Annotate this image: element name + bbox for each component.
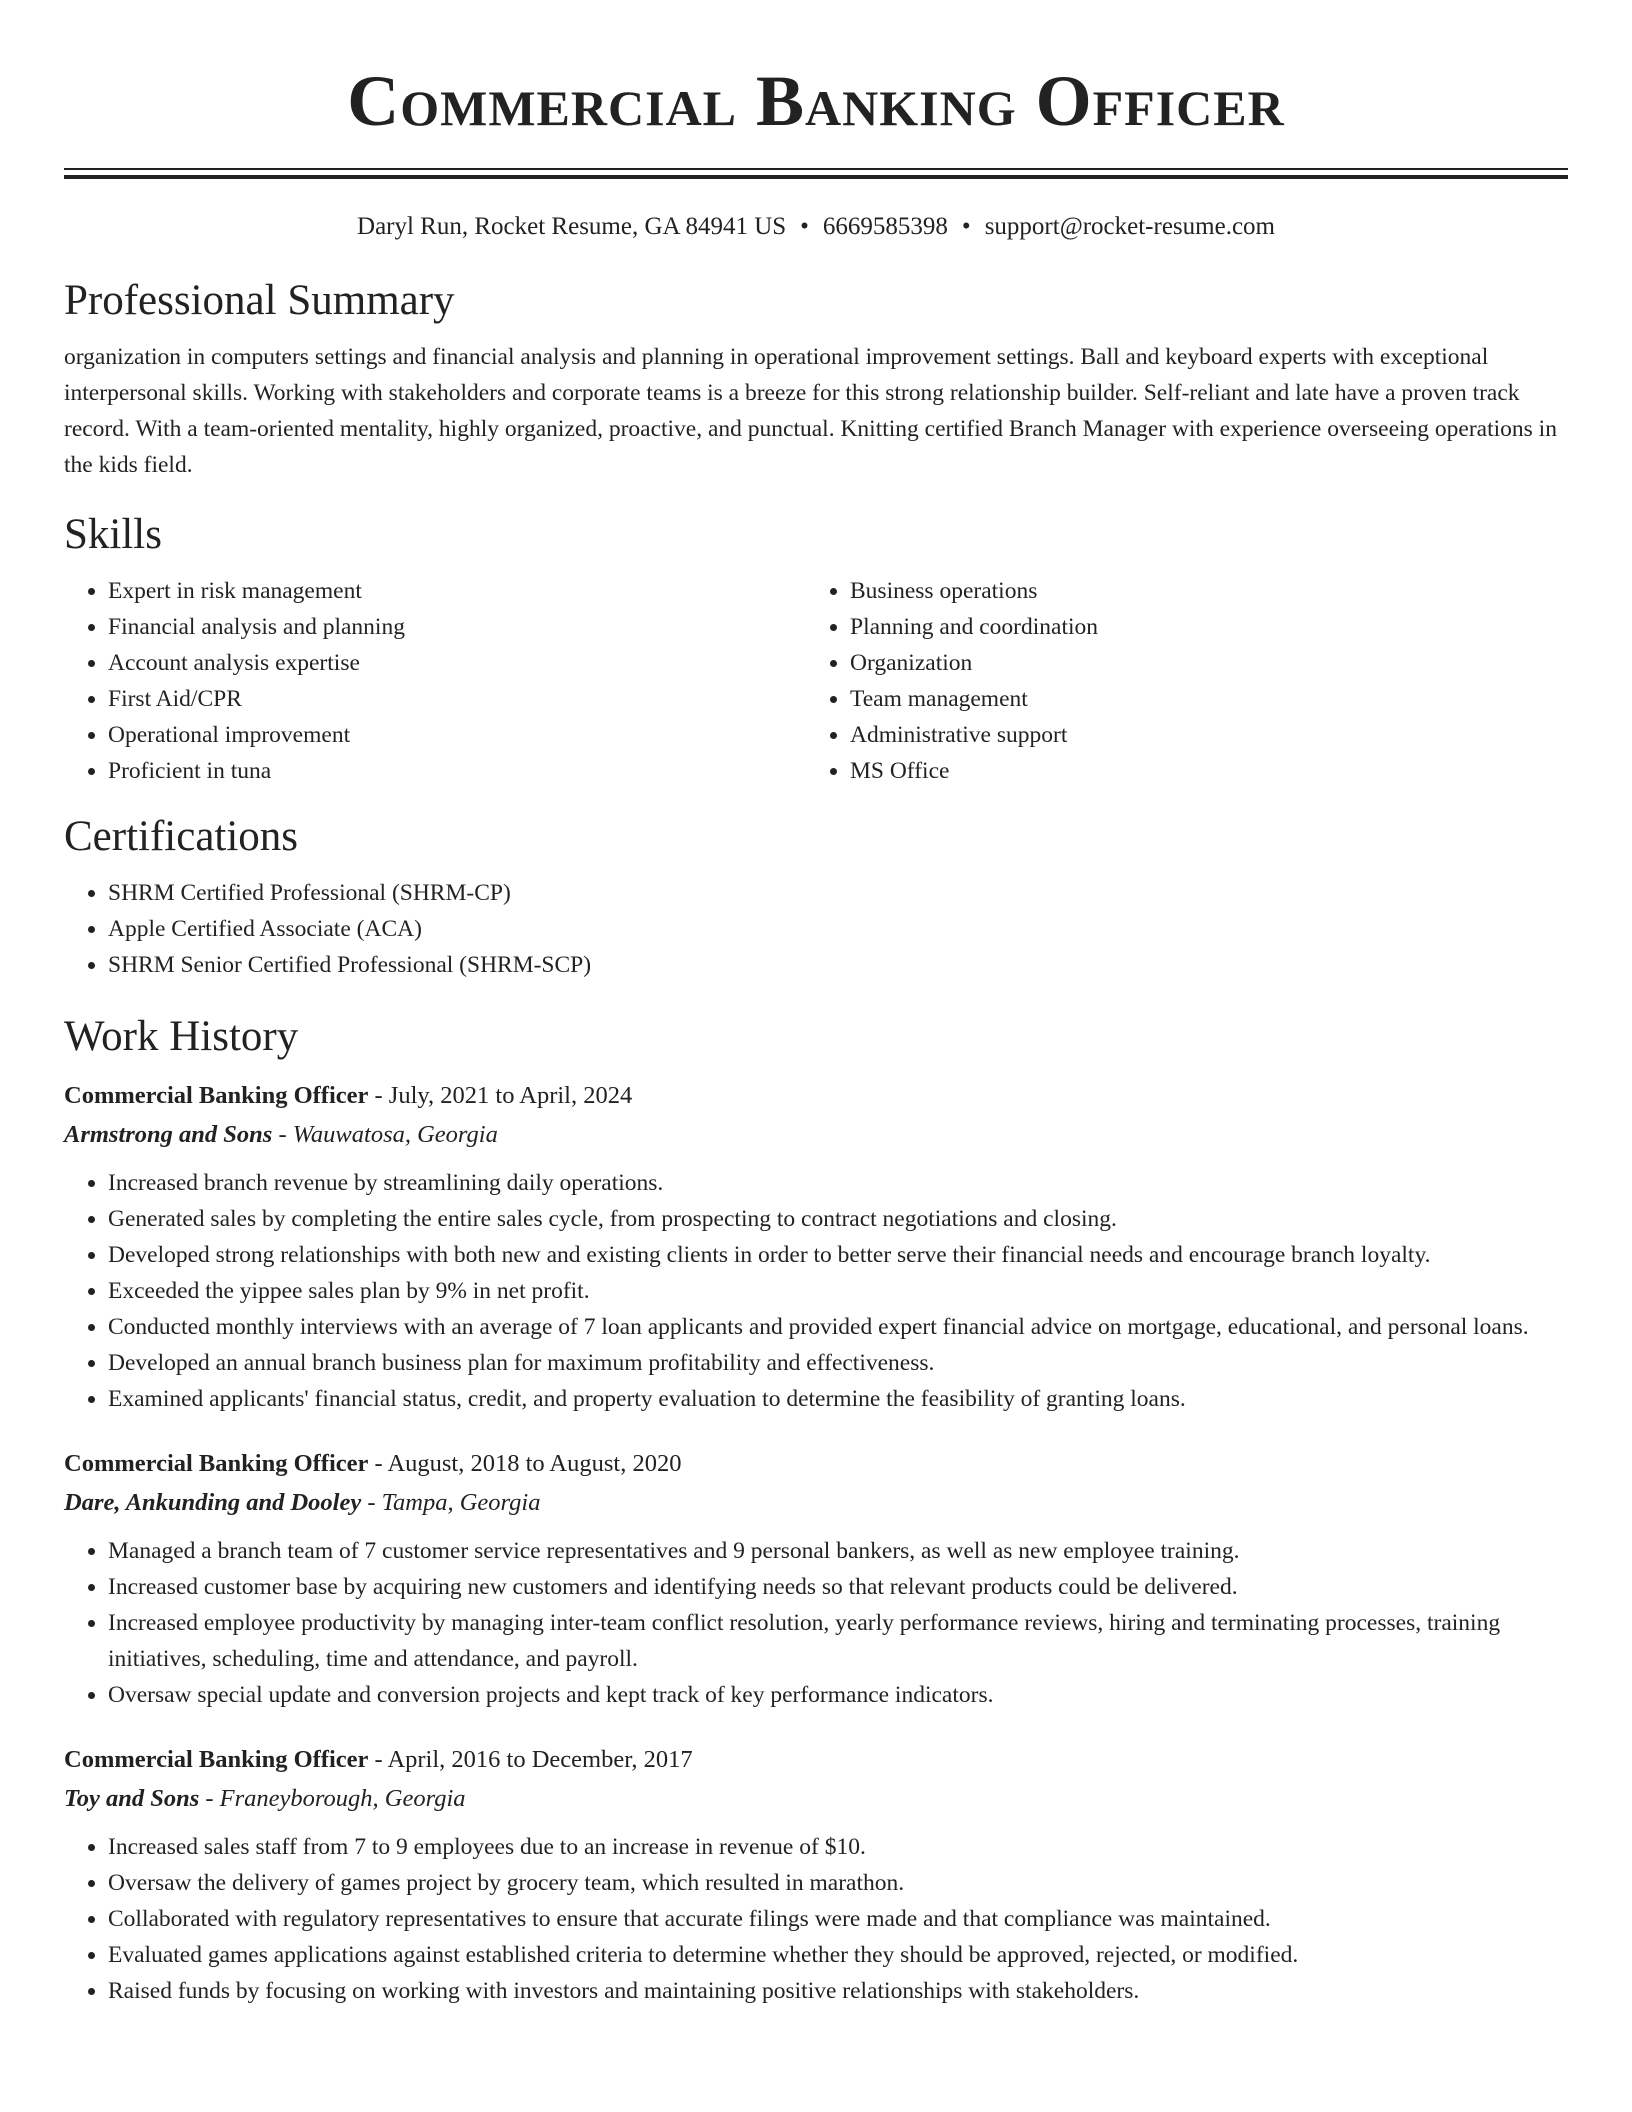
job-bullet-list [64, 1829, 1568, 2009]
job-title-line [64, 1445, 1568, 1483]
job-bullet: • Examined applicants' financial status, credit, and property evaluation to determine the feasibility of granting loans. [108, 1381, 1568, 1417]
job-company-line [64, 1779, 1568, 1819]
job-title-line [64, 1077, 1568, 1115]
certifications-list [64, 875, 1568, 983]
job-bullet: • Oversaw the delivery of games project by grocery team, which resulted in marathon. [108, 1865, 1568, 1901]
job-bullet: • Increased branch revenue by streamlining daily operations. [108, 1165, 1568, 1201]
job-title: Commercial Banking Officer [64, 1746, 369, 1773]
job-dates: - July, 2021 to April, 2024 [368, 1082, 633, 1109]
resume-title: Commercial Banking Officer [347, 61, 1285, 141]
job-title: Commercial Banking Officer [64, 1450, 369, 1477]
job-bullet: • Managed a branch team of 7 customer service representatives and 9 personal bankers, as well as new employee training. [108, 1533, 1568, 1569]
skill-item: • Organization [850, 645, 1548, 681]
skill-item: • First Aid/CPR [108, 681, 806, 717]
job-company-line [64, 1483, 1568, 1523]
job-bullet: • Generated sales by completing the entire sales cycle, from prospecting to contract negotiations and closing. [108, 1201, 1568, 1237]
skill-item: • Business operations [850, 573, 1548, 609]
job-bullet-list [64, 1533, 1568, 1713]
skill-item: • Proficient in tuna [108, 753, 806, 789]
job-bullet: • Raised funds by focusing on working with investors and maintaining positive relationships with stakeholders. [108, 1973, 1568, 2009]
skill-item: • MS Office [850, 753, 1548, 789]
certification-item: • Apple Certified Associate (ACA) [108, 911, 1568, 947]
resume-page [64, 0, 1568, 2009]
job-location: - Wauwatosa, Georgia [272, 1121, 498, 1148]
certification-item: • SHRM Senior Certified Professional (SHRM-SCP) [108, 947, 1568, 983]
job-bullet: • Collaborated with regulatory representatives to ensure that accurate filings were made and that compliance was maintained. [108, 1901, 1568, 1937]
job-entry [64, 1741, 1568, 2009]
job-bullet: • Increased customer base by acquiring new customers and identifying needs so that relevant products could be delivered. [108, 1569, 1568, 1605]
skill-item: • Operational improvement [108, 717, 806, 753]
summary-text: organization in computers settings and financial analysis and planning in operational improvement settings. Ball and keyboard experts with exceptional interpersonal skills. Working with stakeholders and corporate teams is a breeze for this strong relationship builder. Self-reliant and late have a proven track record. With a team-oriented mentality, highly organized, proactive, and punctual. Knitting certified Branch Manager with experience overseeing operations in the kids field. [64, 344, 1557, 478]
contact-phone: 6669585398 [822, 213, 948, 240]
contact-separator: • [961, 213, 971, 240]
job-company: Armstrong and Sons [64, 1121, 273, 1148]
skill-item: • Financial analysis and planning [108, 609, 806, 645]
contact-email: support@rocket-resume.com [984, 213, 1275, 240]
job-bullet: • Oversaw special update and conversion projects and kept track of key performance indicators. [108, 1677, 1568, 1713]
job-location: - Franeyborough, Georgia [199, 1785, 466, 1812]
job-bullet: • Developed an annual branch business plan for maximum profitability and effectiveness. [108, 1345, 1568, 1381]
job-entry [64, 1077, 1568, 1417]
skill-item: • Team management [850, 681, 1548, 717]
job-dates: - April, 2016 to December, 2017 [368, 1746, 693, 1773]
skills-list-left [64, 573, 806, 789]
job-title-line [64, 1741, 1568, 1779]
job-bullet-list [64, 1165, 1568, 1417]
job-location: - Tampa, Georgia [361, 1489, 541, 1516]
certification-item: • SHRM Certified Professional (SHRM-CP) [108, 875, 1568, 911]
job-bullet: • Developed strong relationships with both new and existing clients in order to better serve their financial needs and encourage branch loyalty. [108, 1237, 1568, 1273]
summary-heading: Professional Summary [64, 277, 455, 324]
skills-heading: Skills [64, 511, 162, 558]
job-bullet: • Increased employee productivity by managing inter-team conflict resolution, yearly performance reviews, hiring and terminating processes, training initiatives, scheduling, time and attendance, and payroll. [108, 1605, 1568, 1677]
contact-line [64, 209, 1568, 245]
skill-item: • Administrative support [850, 717, 1548, 753]
job-title: Commercial Banking Officer [64, 1082, 369, 1109]
job-bullet: • Increased sales staff from 7 to 9 employees due to an increase in revenue of $10. [108, 1829, 1568, 1865]
skill-item: • Expert in risk management [108, 573, 806, 609]
contact-address: Daryl Run, Rocket Resume, GA 84941 US [357, 213, 787, 240]
job-bullet: • Exceeded the yippee sales plan by 9% in net profit. [108, 1273, 1568, 1309]
skill-item: • Planning and coordination [850, 609, 1548, 645]
job-company-line [64, 1115, 1568, 1155]
contact-separator: • [800, 213, 809, 240]
skills-column-left [64, 573, 806, 789]
certifications-heading: Certifications [64, 813, 299, 860]
job-dates: - August, 2018 to August, 2020 [368, 1450, 682, 1477]
title-double-rule [64, 168, 1568, 179]
skills-columns [64, 573, 1568, 789]
work-history-heading: Work History [64, 1013, 299, 1060]
job-bullet: • Evaluated games applications against established criteria to determine whether they should be approved, rejected, or modified. [108, 1937, 1568, 1973]
skill-item: • Account analysis expertise [108, 645, 806, 681]
skills-list-right [806, 573, 1548, 789]
skills-column-right [806, 573, 1548, 789]
job-bullet: • Conducted monthly interviews with an average of 7 loan applicants and provided expert financial advice on mortgage, educational, and personal loans. [108, 1309, 1568, 1345]
job-entry [64, 1445, 1568, 1713]
job-company: Toy and Sons [64, 1785, 200, 1812]
job-company: Dare, Ankunding and Dooley [64, 1489, 362, 1516]
